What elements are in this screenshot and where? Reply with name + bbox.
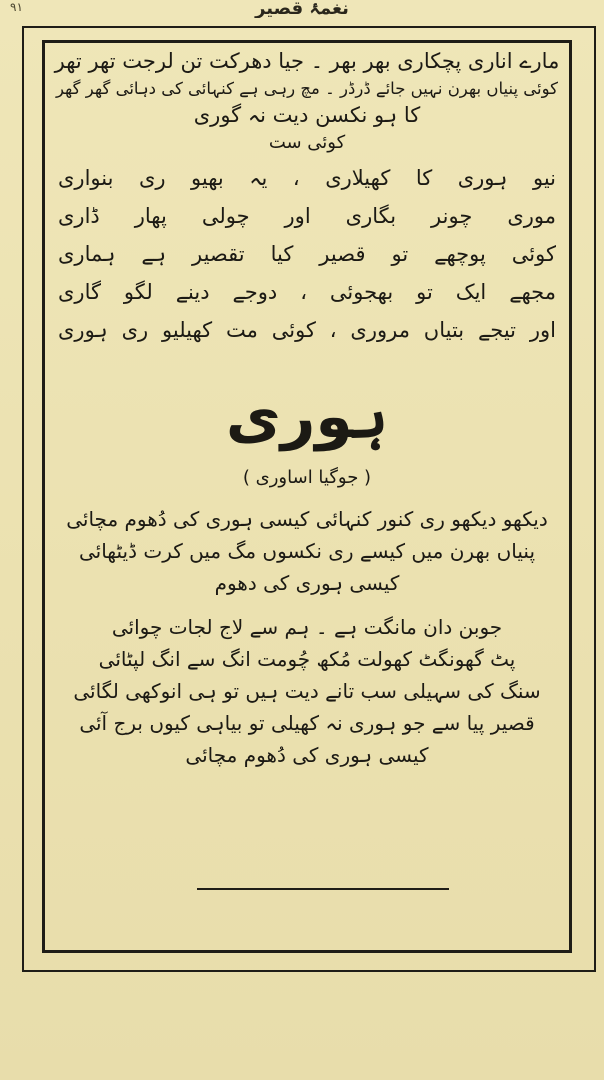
poem-body [50,48,564,771]
stanza-1-line-2: پنیاں بھرن میں کیسے ری نکسوں مگ میں کرت ڈیٹھائی [78,539,536,563]
verse-line-2: موری چونر بگاری اور چولی پھار ڈاری [58,204,556,228]
running-head: نغمۂ قصیر [255,0,349,18]
verse-line-1: نیو ہوری کا کھیلاری ، یہ بھیو ری بنواری [58,166,556,190]
subheading: کوئی ست [268,132,346,153]
closing-rule [197,888,449,890]
top-line-2: کوئی پنیاں بھرن نہیں جائے ڈرڈر ۔ مچ رہی ہے کنہائی کی دہائی گھر گھر [55,79,559,98]
verse-line-3: کوئی پوچھے تو قصیر کیا تقصیر ہے ہماری [58,242,556,266]
stanza-2-refrain: کیسی ہوری کی دُھوم مچائی [185,743,429,767]
top-line-3: کا ہو نکسن دیت نہ گوری [193,103,421,127]
verse-line-4: مجھے ایک تو بھجوئی ، دوجے دینے لگو گاری [58,280,556,304]
top-line-1: مارے اناری پچکاری بھر بھر ۔ جیا دھرکت تن لرجت تھر تھر [54,49,560,73]
stanza-2-line-1: جوبن دان مانگت ہے ۔ ہم سے لاج لجات چوائی [111,615,503,639]
page-number: ۹۱ [10,0,23,14]
stanza-1-refrain: کیسی ہوری کی دھوم [214,571,400,595]
verse-line-5: اور تیجے بتیاں مروری ، کوئی مت کھیلیو ری ہوری [58,318,556,342]
poem-title: ہوری [225,382,389,452]
stanza-2-line-4: قصیر پیا سے جو ہوری نہ کھیلی تو بیاہی کیوں برج آئی [79,711,535,735]
raag-name: ( جوگیا اساوری ) [242,467,372,488]
stanza-2-line-3: سنگ کی سہیلی سب تانے دیت ہیں تو ہی انوکھی لگائی [73,679,541,703]
stanza-1-line-1: دیکھو دیکھو ری کنور کنہائی کیسی ہوری کی دُھوم مچائی [66,507,548,531]
stanza-2-line-2: پٹ گھونگٹ کھولت مُکھ چُومت انگ سے انگ لپٹائی [98,647,516,671]
